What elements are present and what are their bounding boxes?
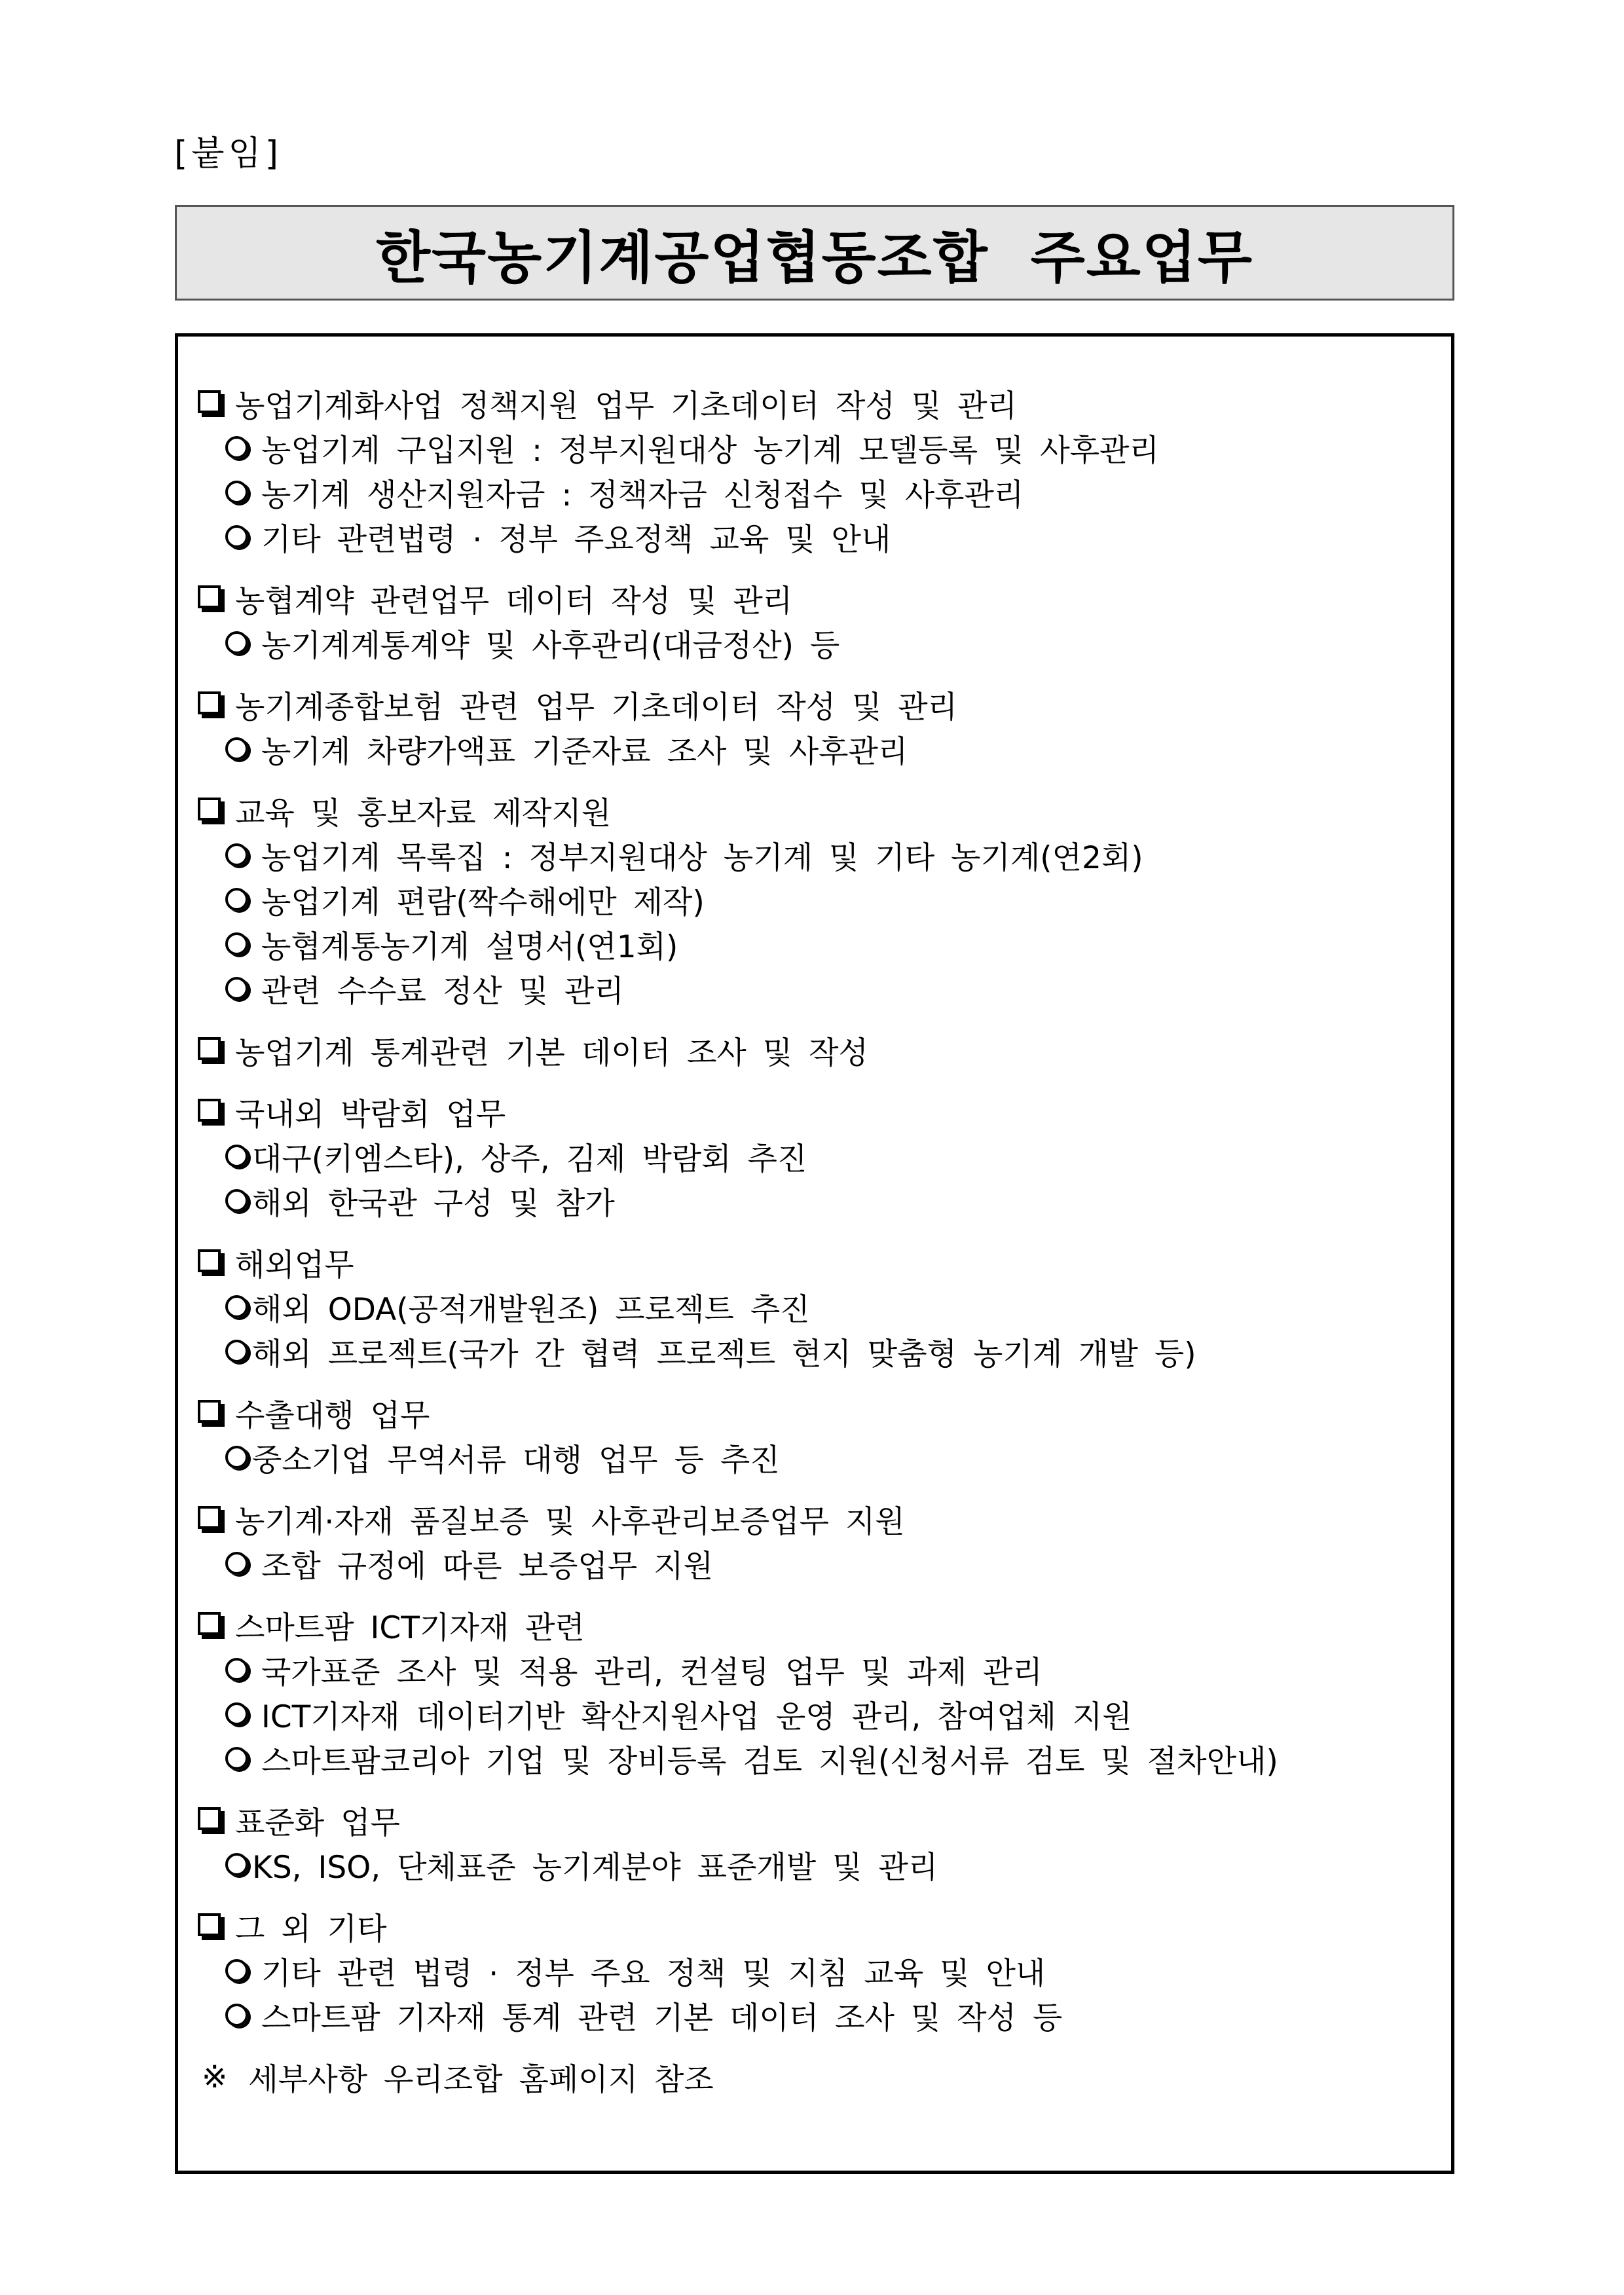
section-quality-warranty <box>195 1497 1438 1586</box>
square-bullet-icon <box>198 1249 221 1272</box>
list-item-text: 농기계계통계약 및 사후관리(대금정산) 등 <box>261 627 840 664</box>
list-item <box>195 1993 1438 2038</box>
square-bullet-icon <box>198 798 221 820</box>
circle-bullet-icon <box>225 1747 248 1770</box>
footnote-text: 세부사항 우리조합 홈페이지 참조 <box>248 2061 714 2098</box>
list-item-text: 국가표준 조사 및 적용 관리, 컨설팅 업무 및 과제 관리 <box>261 1654 1043 1691</box>
list-item-text: 기타 관련 법령 · 정부 주요 정책 및 지침 교육 및 안내 <box>261 1955 1046 1992</box>
list-item-text: 스마트팜 기자재 통계 관련 기본 데이터 조사 및 작성 등 <box>261 2000 1063 2036</box>
square-bullet-icon <box>198 585 221 608</box>
circle-bullet-icon <box>225 1189 248 1212</box>
list-item <box>195 621 1438 665</box>
list-item <box>195 1843 1438 1887</box>
circle-bullet-icon <box>225 1295 248 1318</box>
section-heading <box>195 1240 1438 1285</box>
list-item <box>195 1541 1438 1586</box>
circle-bullet-icon <box>225 843 248 866</box>
list-item <box>195 1134 1438 1179</box>
list-item <box>195 833 1438 877</box>
list-item-text: 조합 규정에 따른 보증업무 지원 <box>261 1548 713 1585</box>
list-item <box>195 1736 1438 1781</box>
list-item <box>195 1285 1438 1329</box>
list-item <box>195 727 1438 771</box>
list-item <box>195 1692 1438 1736</box>
circle-bullet-icon <box>225 631 248 654</box>
list-item-text: 농업기계 구입지원 : 정부지원대상 농기계 모델등록 및 사후관리 <box>261 432 1159 469</box>
circle-bullet-icon <box>225 1853 248 1876</box>
square-bullet-icon <box>198 691 221 714</box>
section-standardization <box>195 1798 1438 1887</box>
section-insurance <box>195 682 1438 771</box>
section-nh-contract <box>195 576 1438 665</box>
section-heading <box>195 1497 1438 1541</box>
list-item-text: 농협계통농기계 설명서(연1회) <box>261 928 678 965</box>
section-heading-text: 해외업무 <box>235 1247 354 1283</box>
section-overseas <box>195 1240 1438 1374</box>
section-policy-support <box>195 381 1438 559</box>
section-heading <box>195 1391 1438 1435</box>
section-statistics <box>195 1028 1438 1073</box>
section-heading <box>195 682 1438 727</box>
section-heading-text: 농기계종합보험 관련 업무 기초데이터 작성 및 관리 <box>235 689 958 725</box>
section-education-promotion <box>195 788 1438 1011</box>
section-others <box>195 1904 1438 2038</box>
section-heading-text: 그 외 기타 <box>235 1911 387 1947</box>
list-item <box>195 877 1438 922</box>
list-item-text: 해외 한국관 구성 및 참가 <box>252 1185 615 1222</box>
list-item-text: 기타 관련법령 · 정부 주요정책 교육 및 안내 <box>261 521 891 558</box>
square-bullet-icon <box>198 1807 221 1830</box>
square-bullet-icon <box>198 1037 221 1060</box>
circle-bullet-icon <box>225 1145 248 1167</box>
section-heading <box>195 1090 1438 1134</box>
section-heading-text: 국내외 박람회 업무 <box>235 1096 506 1133</box>
circle-bullet-icon <box>225 1340 248 1363</box>
section-heading <box>195 381 1438 426</box>
section-heading <box>195 1028 1438 1073</box>
list-item <box>195 1435 1438 1480</box>
section-heading <box>195 788 1438 833</box>
section-heading <box>195 1904 1438 1949</box>
section-heading-text: 교육 및 홍보자료 제작지원 <box>235 795 612 832</box>
section-heading-text: 수출대행 업무 <box>235 1397 430 1434</box>
section-heading-text: 농기계·자재 품질보증 및 사후관리보증업무 지원 <box>235 1503 905 1540</box>
list-item-text: 농기계 생산지원자금 : 정책자금 신청접수 및 사후관리 <box>261 477 1024 513</box>
list-item-text: 중소기업 무역서류 대행 업무 등 추진 <box>252 1442 780 1478</box>
circle-bullet-icon <box>225 525 248 548</box>
section-heading <box>195 1603 1438 1647</box>
list-item-text: KS, ISO, 단체표준 농기계분야 표준개발 및 관리 <box>252 1849 938 1886</box>
list-item <box>195 1329 1438 1374</box>
circle-bullet-icon <box>225 1702 248 1725</box>
section-heading-text: 농업기계화사업 정책지원 업무 기초데이터 작성 및 관리 <box>235 388 1017 424</box>
circle-bullet-icon <box>225 481 248 504</box>
square-bullet-icon <box>198 1913 221 1936</box>
circle-bullet-icon <box>225 977 248 1000</box>
section-heading-text: 농협계약 관련업무 데이터 작성 및 관리 <box>235 583 793 619</box>
square-bullet-icon <box>198 1400 221 1423</box>
circle-bullet-icon <box>225 1658 248 1681</box>
section-heading-text: 농업기계 통계관련 기본 데이터 조사 및 작성 <box>235 1035 868 1071</box>
circle-bullet-icon <box>225 888 248 911</box>
list-item-text: 농업기계 편람(짝수해에만 제작) <box>261 884 705 921</box>
square-bullet-icon <box>198 1506 221 1529</box>
circle-bullet-icon <box>225 1552 248 1575</box>
list-item-text: 농기계 차량가액표 기준자료 조사 및 사후관리 <box>261 733 908 770</box>
list-item-text: 해외 ODA(공적개발원조) 프로젝트 추진 <box>252 1291 810 1328</box>
circle-bullet-icon <box>225 1959 248 1982</box>
reference-mark: ※ <box>202 2059 228 2095</box>
list-item-text: 농업기계 목록집 : 정부지원대상 농기계 및 기타 농기계(연2회) <box>261 839 1143 876</box>
task-list <box>195 381 1438 2099</box>
circle-bullet-icon <box>225 436 248 459</box>
list-item <box>195 922 1438 966</box>
square-bullet-icon <box>198 390 221 413</box>
list-item <box>195 515 1438 559</box>
list-item-text: ICT기자재 데이터기반 확산지원사업 운영 관리, 참여업체 지원 <box>261 1698 1132 1735</box>
circle-bullet-icon <box>225 2004 248 2027</box>
footnote <box>195 2055 1438 2099</box>
list-item <box>195 1949 1438 1993</box>
section-heading <box>195 1798 1438 1843</box>
section-heading <box>195 576 1438 621</box>
circle-bullet-icon <box>225 932 248 955</box>
section-heading-text: 표준화 업무 <box>235 1805 400 1841</box>
title-box <box>175 205 1454 301</box>
section-heading-text: 스마트팜 ICT기자재 관련 <box>235 1609 585 1646</box>
list-item <box>195 1179 1438 1223</box>
section-smartfarm-ict <box>195 1603 1438 1781</box>
square-bullet-icon <box>198 1099 221 1122</box>
document-title: 한국농기계공업협동조합 주요업무 <box>375 225 1254 291</box>
circle-bullet-icon <box>225 1446 248 1469</box>
list-item-text: 해외 프로젝트(국가 간 협력 프로젝트 현지 맞춤형 농기계 개발 등) <box>252 1336 1196 1372</box>
list-item-text: 관련 수수료 정산 및 관리 <box>261 973 624 1010</box>
list-item <box>195 966 1438 1011</box>
list-item <box>195 426 1438 470</box>
section-exhibitions <box>195 1090 1438 1223</box>
list-item-text: 스마트팜코리아 기업 및 장비등록 검토 지원(신청서류 검토 및 절차안내) <box>261 1743 1278 1780</box>
list-item <box>195 1647 1438 1692</box>
attachment-label: [붙임] <box>174 134 283 174</box>
square-bullet-icon <box>198 1612 221 1635</box>
list-item-text: 대구(키엠스타), 상주, 김제 박람회 추진 <box>252 1141 807 1177</box>
section-export-agency <box>195 1391 1438 1480</box>
list-item <box>195 470 1438 515</box>
circle-bullet-icon <box>225 737 248 760</box>
content-box <box>175 333 1454 2174</box>
